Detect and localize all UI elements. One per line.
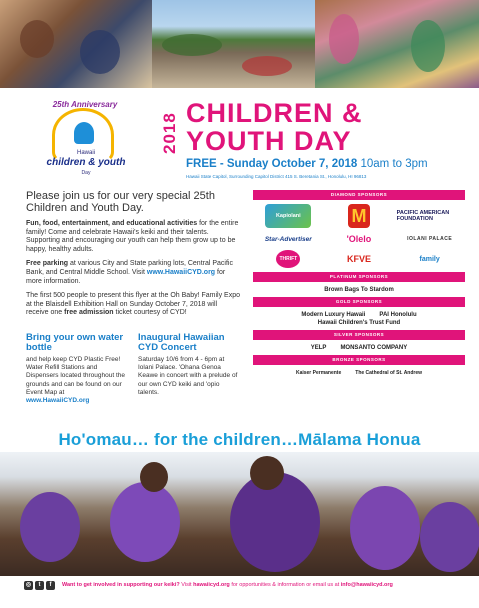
photo-keiki-activity [0,0,152,88]
concert-title: Inaugural Hawaiian CYD Concert [138,332,225,353]
title-line-2: YOUTH DAY [186,126,352,156]
sponsor-kaiser: Kaiser Permanente [295,370,342,376]
silver-sponsors-bar: SILVER SPONSORS [253,330,465,340]
page-title [186,99,363,155]
parking-end: for more information. [26,268,226,285]
info-columns [26,333,241,405]
water-bottle-text [26,356,128,405]
sponsor-childrens-trust-fund: Hawaii Children's Trust Fund [317,320,401,326]
activities-paragraph [26,220,241,254]
title-line-1: CHILDREN & [186,98,363,128]
platinum-sponsors [253,282,465,297]
parking-bold: Free parking [26,260,69,268]
logo-name-text: children & youth [46,157,126,168]
silver-sponsors [253,340,465,355]
footer-email-link[interactable]: info@hawaiicyd.org [340,582,393,588]
gold-sponsors [253,307,465,330]
photo-crowd-capitol [152,0,315,88]
water-bottle-body: and help keep CYD Plastic Free! Water Refill Stations and Dispensers located throughout the grounds and can be found on our Event Map at [26,356,126,396]
logo-anniversary-text: 25th Anniversary [52,100,118,109]
platinum-sponsors-bar: PLATINUM SPONSORS [253,272,465,282]
flyer-end: ticket courtesy of CYD! [115,309,187,317]
social-icons [24,581,55,590]
sponsor-logo-star-advertiser: Star-Advertiser [264,235,312,243]
footer-middle: for opportunities & information or email us at [231,582,340,588]
concert-text: Saturday 10/6 from 4 - 6pm at Iolani Palace. 'Ohana Genoa Keawe in concert with a prelude of our own CYD keiki and 'opio talents. [138,356,238,396]
water-bottle-title: Bring your own water bottle [26,332,124,353]
sponsor-logo-mcdonalds: M [348,204,370,228]
parking-paragraph [26,260,241,286]
sponsor-logo-kapiolani: Kapiolani [265,204,311,228]
header-photo-strip [0,0,479,88]
flyer-paragraph [26,292,241,318]
sponsor-logo-iolani-palace: IOLANI PALACE [407,236,453,242]
facebook-icon[interactable]: f [46,581,55,590]
logo-figure-icon [74,122,94,144]
cyd-25th-logo [22,96,150,178]
diamond-sponsor-logos [253,200,465,272]
sponsor-logo-kfve: KFVE [346,254,371,264]
sponsor-logo-thrift: THRIFT [276,250,300,268]
photo-costumed-performers [315,0,479,88]
twitter-icon[interactable]: t [35,581,44,590]
sponsor-brown-bags: Brown Bags To Stardom [324,287,394,293]
sponsor-monsanto: MONSANTO COMPANY [340,345,408,351]
sponsors-panel [253,190,465,380]
tagline: Ho'omau… for the children…Mālama Honua [58,430,421,449]
year-vertical: 2018 [160,112,179,154]
activities-text: for the entire family! Come and celebrate Hawaii's keiki and their talents. Supporting and encouraging our youth can help them grow up to be happy, healthy adults. [26,220,239,253]
bronze-sponsors-bar: BRONZE SPONSORS [253,355,465,365]
logo-hawaii-text: Hawaii [76,150,95,156]
flyer-bold: free admission [64,309,114,317]
sponsor-logo-family: family [419,255,440,263]
event-time: 10am to 3pm [360,158,428,170]
event-date-bold: FREE - Sunday October 7, 2018 [186,158,358,170]
flyer-text: The first 500 people to present this flyer at the Oh Baby! Family Expo at the Blaisdell Exhibition Hall on Sunday October 7, 2018 will receive one [26,292,240,317]
water-bottle-column [26,333,128,405]
activities-bold: Fun, food, entertainment, and educational activities [26,220,198,227]
footer-text [62,582,393,588]
concert-column [138,333,240,405]
footer [0,576,479,608]
gold-sponsors-bar: GOLD SPONSORS [253,297,465,307]
footer-site-link[interactable]: hawaiicyd.org [193,582,230,588]
event-date [186,158,428,170]
sponsor-modern-luxury: Modern Luxury Hawaii [301,312,366,318]
instagram-icon[interactable]: ◎ [25,582,32,588]
footer-visit: Visit [181,582,192,588]
sponsor-logo-pacific-american-foundation: PACIFIC AMERICAN FOUNDATION [396,210,450,222]
logo-day-text: Day [81,170,91,176]
hula-dancers-photo [0,452,479,576]
event-address: Hawaii State Capitol, Surrounding Capitol District 415 S. Beretania St., Honolulu, HI 96813 [186,174,367,179]
parking-text: at various City and State parking lots, Central Pacific Bank, and Central Middle School. Visit [26,260,233,276]
event-map-link[interactable]: www.HawaiiCYD.org [26,397,90,405]
intro-text: Please join us for our very special 25th Children and Youth Day. [26,190,215,214]
sponsor-cathedral: The Cathedral of St. Andrew [355,370,423,376]
intro-section [26,190,241,318]
sponsor-yelp: YELP [310,345,327,351]
footer-question: Want to get involved in supporting our keiki? [62,582,180,588]
website-link[interactable]: www.HawaiiCYD.org [146,268,216,276]
sponsor-pai-honolulu: PAI Honolulu [379,312,417,318]
bronze-sponsors [253,365,465,380]
sponsor-logo-olelo: 'Olelo [346,234,372,244]
diamond-sponsors-bar: DIAMOND SPONSORS [253,190,465,200]
